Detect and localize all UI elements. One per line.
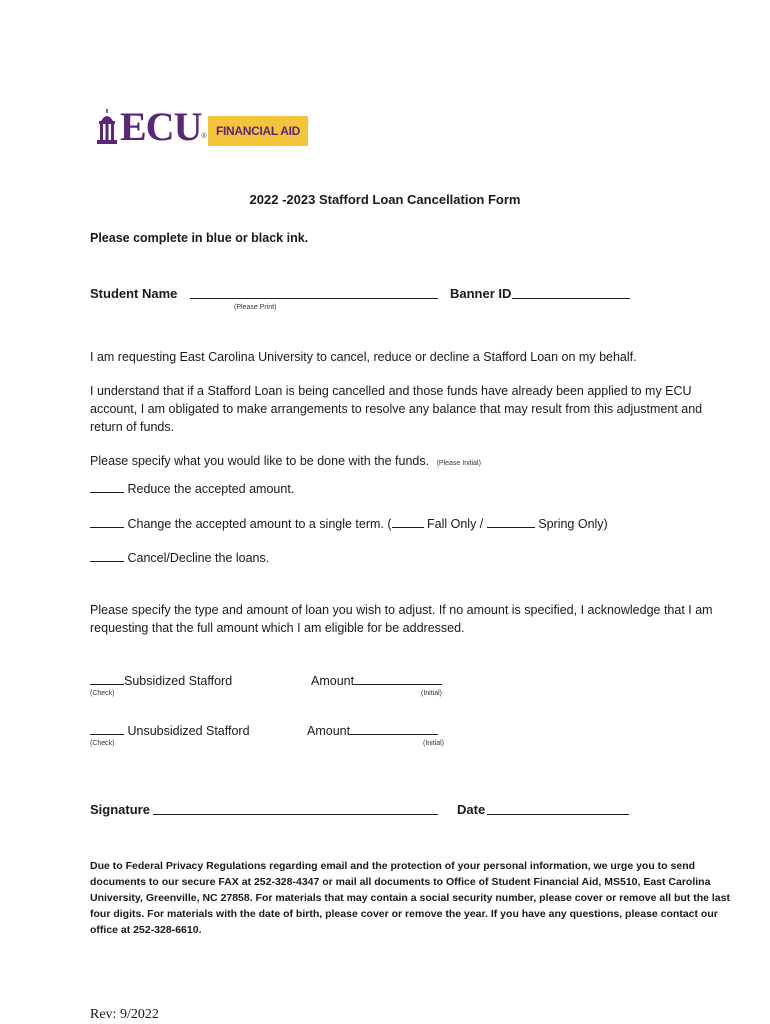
financial-aid-badge: FINANCIAL AID: [208, 116, 308, 146]
specify-type-text: Please specify the type and amount of loan you wish to adjust. If no amount is specified, I acknowledge that I am requesting that the full amount which I am eligible for be addressed.: [90, 603, 713, 635]
option-reduce-label: Reduce the accepted amount.: [127, 482, 295, 496]
date-label: Date: [457, 802, 486, 817]
request-text: I am requesting East Carolina University to cancel, reduce or decline a Stafford Loan on my behalf.: [90, 350, 637, 364]
unsubsidized-check-note: (Check): [90, 740, 115, 747]
please-print-note: (Please Print): [234, 304, 277, 311]
unsubsidized-amount-label: Amount: [307, 724, 351, 738]
cupola-icon: [96, 107, 118, 147]
reduce-initial-field[interactable]: [90, 481, 124, 493]
date-field[interactable]: [487, 802, 629, 820]
student-name-field[interactable]: [190, 286, 438, 304]
subsidized-amount-label: Amount: [311, 674, 355, 688]
unsubsidized-check-field[interactable]: [90, 723, 124, 735]
student-name-label: Student Name: [90, 286, 178, 301]
cancel-initial-field[interactable]: [90, 550, 124, 562]
subsidized-initial-note: (Initial): [421, 690, 443, 697]
option-cancel-label: Cancel/Decline the loans.: [127, 551, 270, 565]
privacy-notice: Due to Federal Privacy Regulations regarding email and the protection of your personal information, we urge you to send documents to our secure FAX at 252-328-4347 or mail all documents to Office of Student Financial Aid, MS510, East Carolina University, Greenville, NC 27858. For materials that may contain a social security number, please cover or remove all but the last four digits. For materials with the date of birth, please cover or remove the year. If you have any questions, please contact our office at 252-328-6610.: [90, 860, 730, 936]
subsidized-amount-field[interactable]: [354, 673, 442, 685]
option-reduce: [90, 480, 294, 498]
unsubsidized-initial-note: (Initial): [423, 740, 445, 747]
change-initial-field[interactable]: [90, 516, 124, 528]
fall-only-field[interactable]: [392, 516, 424, 528]
fall-only-label: Fall Only /: [427, 517, 484, 531]
signature-field[interactable]: [153, 802, 438, 820]
subsidized-check-field[interactable]: [90, 673, 124, 685]
spring-only-field[interactable]: [487, 516, 535, 528]
spring-only-label: Spring Only): [538, 517, 608, 531]
subsidized-check-note: (Check): [90, 690, 115, 697]
banner-id-label: Banner ID: [450, 286, 512, 301]
understand-text: I understand that if a Stafford Loan is being cancelled and those funds have already been applied to my ECU account, I am obligated to make arrangements to resolve any balance that may result from this adjustment and return of funds.: [90, 384, 703, 434]
logo-wordmark: ECU: [120, 104, 202, 149]
logo-trademark: ®: [201, 133, 207, 140]
ink-note: Please complete in blue or black ink.: [90, 231, 309, 245]
unsubsidized-amount-field[interactable]: [350, 723, 438, 735]
please-initial-note: (Please Initial): [436, 460, 481, 467]
subsidized-label: Subsidized Stafford: [124, 674, 233, 688]
signature-label: Signature: [90, 802, 150, 817]
unsubsidized-row: [90, 722, 250, 740]
unsubsidized-label: Unsubsidized Stafford: [127, 724, 250, 738]
banner-id-field[interactable]: [512, 286, 630, 304]
ecu-financial-aid-logo: [96, 104, 312, 150]
specify-funds-text: Please specify what you would like to be done with the funds.: [90, 454, 430, 468]
specify-funds-line: [90, 452, 481, 473]
option-change-label: Change the accepted amount to a single term. (: [127, 517, 392, 531]
option-cancel: [90, 549, 269, 567]
revision-label: Rev: 9/2022: [90, 1007, 159, 1022]
unsubsidized-amount: [307, 722, 438, 740]
ecu-wordmark: [96, 104, 207, 150]
subsidized-amount: [311, 672, 442, 690]
form-title: 2022 -2023 Stafford Loan Cancellation Form: [249, 192, 521, 207]
subsidized-row: [90, 672, 232, 690]
option-change: [90, 515, 608, 533]
